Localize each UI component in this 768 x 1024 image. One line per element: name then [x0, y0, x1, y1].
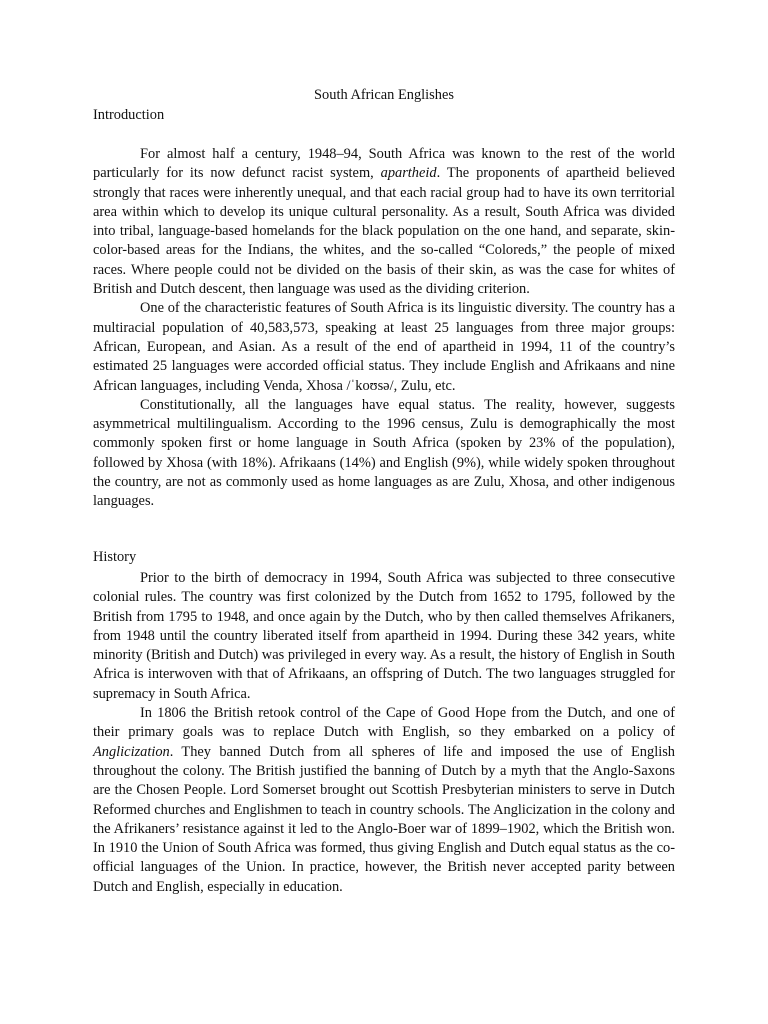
intro-paragraph-1-text-a: For almost half a century, 1948–94, South Africa was known to the rest of the world particularly for its now defunct racist system, — [93, 146, 675, 182]
history-paragraph-2-emphasis: Anglicization — [93, 743, 170, 760]
history-paragraph-2-text-b: . They banned Dutch from all spheres of life and imposed the use of English throughout the colony. The British justified the banning of Dutch by a myth that the Anglo-Saxons are the Chosen People. Lord Somerset brought out Scottish Presbyterian ministers to serve in Dutch Reformed churches and Englishmen to teach in country schools. The Anglicization in the colony and the Afrikaners’ resistance against it led to the Anglo-Boer war of 1899–1902, which the British won. In 1910 the Union of South Africa was formed, thus giving English and Dutch equal status as the co-official languages of the Union. In practice, however, the British never accepted parity between Dutch and English, especially in education. — [93, 743, 675, 895]
history-paragraph-1: Prior to the birth of democracy in 1994, South Africa was subjected to three consecutive colonial rules. The country was first colonized by the Dutch from 1652 to 1795, followed by the British from 1795 to 1948, and once again by the Dutch, who by then called themselves Afrikaners, from 1948 until the country liberated itself from apartheid in 1994. During these 342 years, white minority (British and Dutch) was privileged in every way. As a result, the history of English in South Africa is interwoven with that of Afrikaans, an offspring of Dutch. The two languages struggled for supremacy in South Africa. — [93, 570, 675, 702]
section-heading-history: History — [93, 549, 137, 565]
intro-paragraph-2: One of the characteristic features of South Africa is its linguistic diversity. The country has a multiracial population of 40,583,573, speaking at least 25 languages from three major groups: African, European, and Asian. As a result of the end of apartheid in 1994, 11 of the country’s estimated 25 languages were accorded official status. They include English and Afrikaans and nine African languages, including Venda, Xhosa /ˈkoʊsə/, Zulu, etc. — [93, 300, 675, 394]
introduction-section — [93, 145, 675, 512]
intro-paragraph-1-emphasis: apartheid — [380, 165, 437, 182]
intro-paragraph-1-text-b: . The proponents of apartheid believed strongly that races were inherently unequal, and that each racial group had to have its own territorial area within which to develop its unique cultural personality. As a result, South Africa was divided into tribal, language-based homelands for the black population on the one hand, and separate, skin-color-based areas for the Indians, the whites, and the so-called “Coloreds,” the people of mixed races. Where people could not be divided on the basis of their skin, as was the case for whites of British and Dutch descent, then language was used as the dividing criterion. — [93, 165, 675, 298]
intro-paragraph-3: Constitutionally, all the languages have equal status. The reality, however, suggests asymmetrical multilingualism. According to the 1996 census, Zulu is demographically the most commonly spoken first or home language in South Africa (spoken by 23% of the population), followed by Xhosa (with 18%). Afrikaans (14%) and English (9%), while widely spoken throughout the country, are not as commonly used as home languages as are Zulu, Xhosa, and other indigenous languages. — [93, 396, 675, 510]
history-section — [93, 569, 675, 897]
document-title: South African Englishes — [314, 87, 454, 103]
history-paragraph-2 — [93, 704, 675, 897]
section-heading-introduction: Introduction — [93, 107, 165, 123]
intro-paragraph-1 — [93, 145, 675, 299]
history-paragraph-2-text-a: In 1806 the British retook control of the Cape of Good Hope from the Dutch, and one of their primary goals was to replace Dutch with English, so they embarked on a policy of — [93, 705, 675, 741]
